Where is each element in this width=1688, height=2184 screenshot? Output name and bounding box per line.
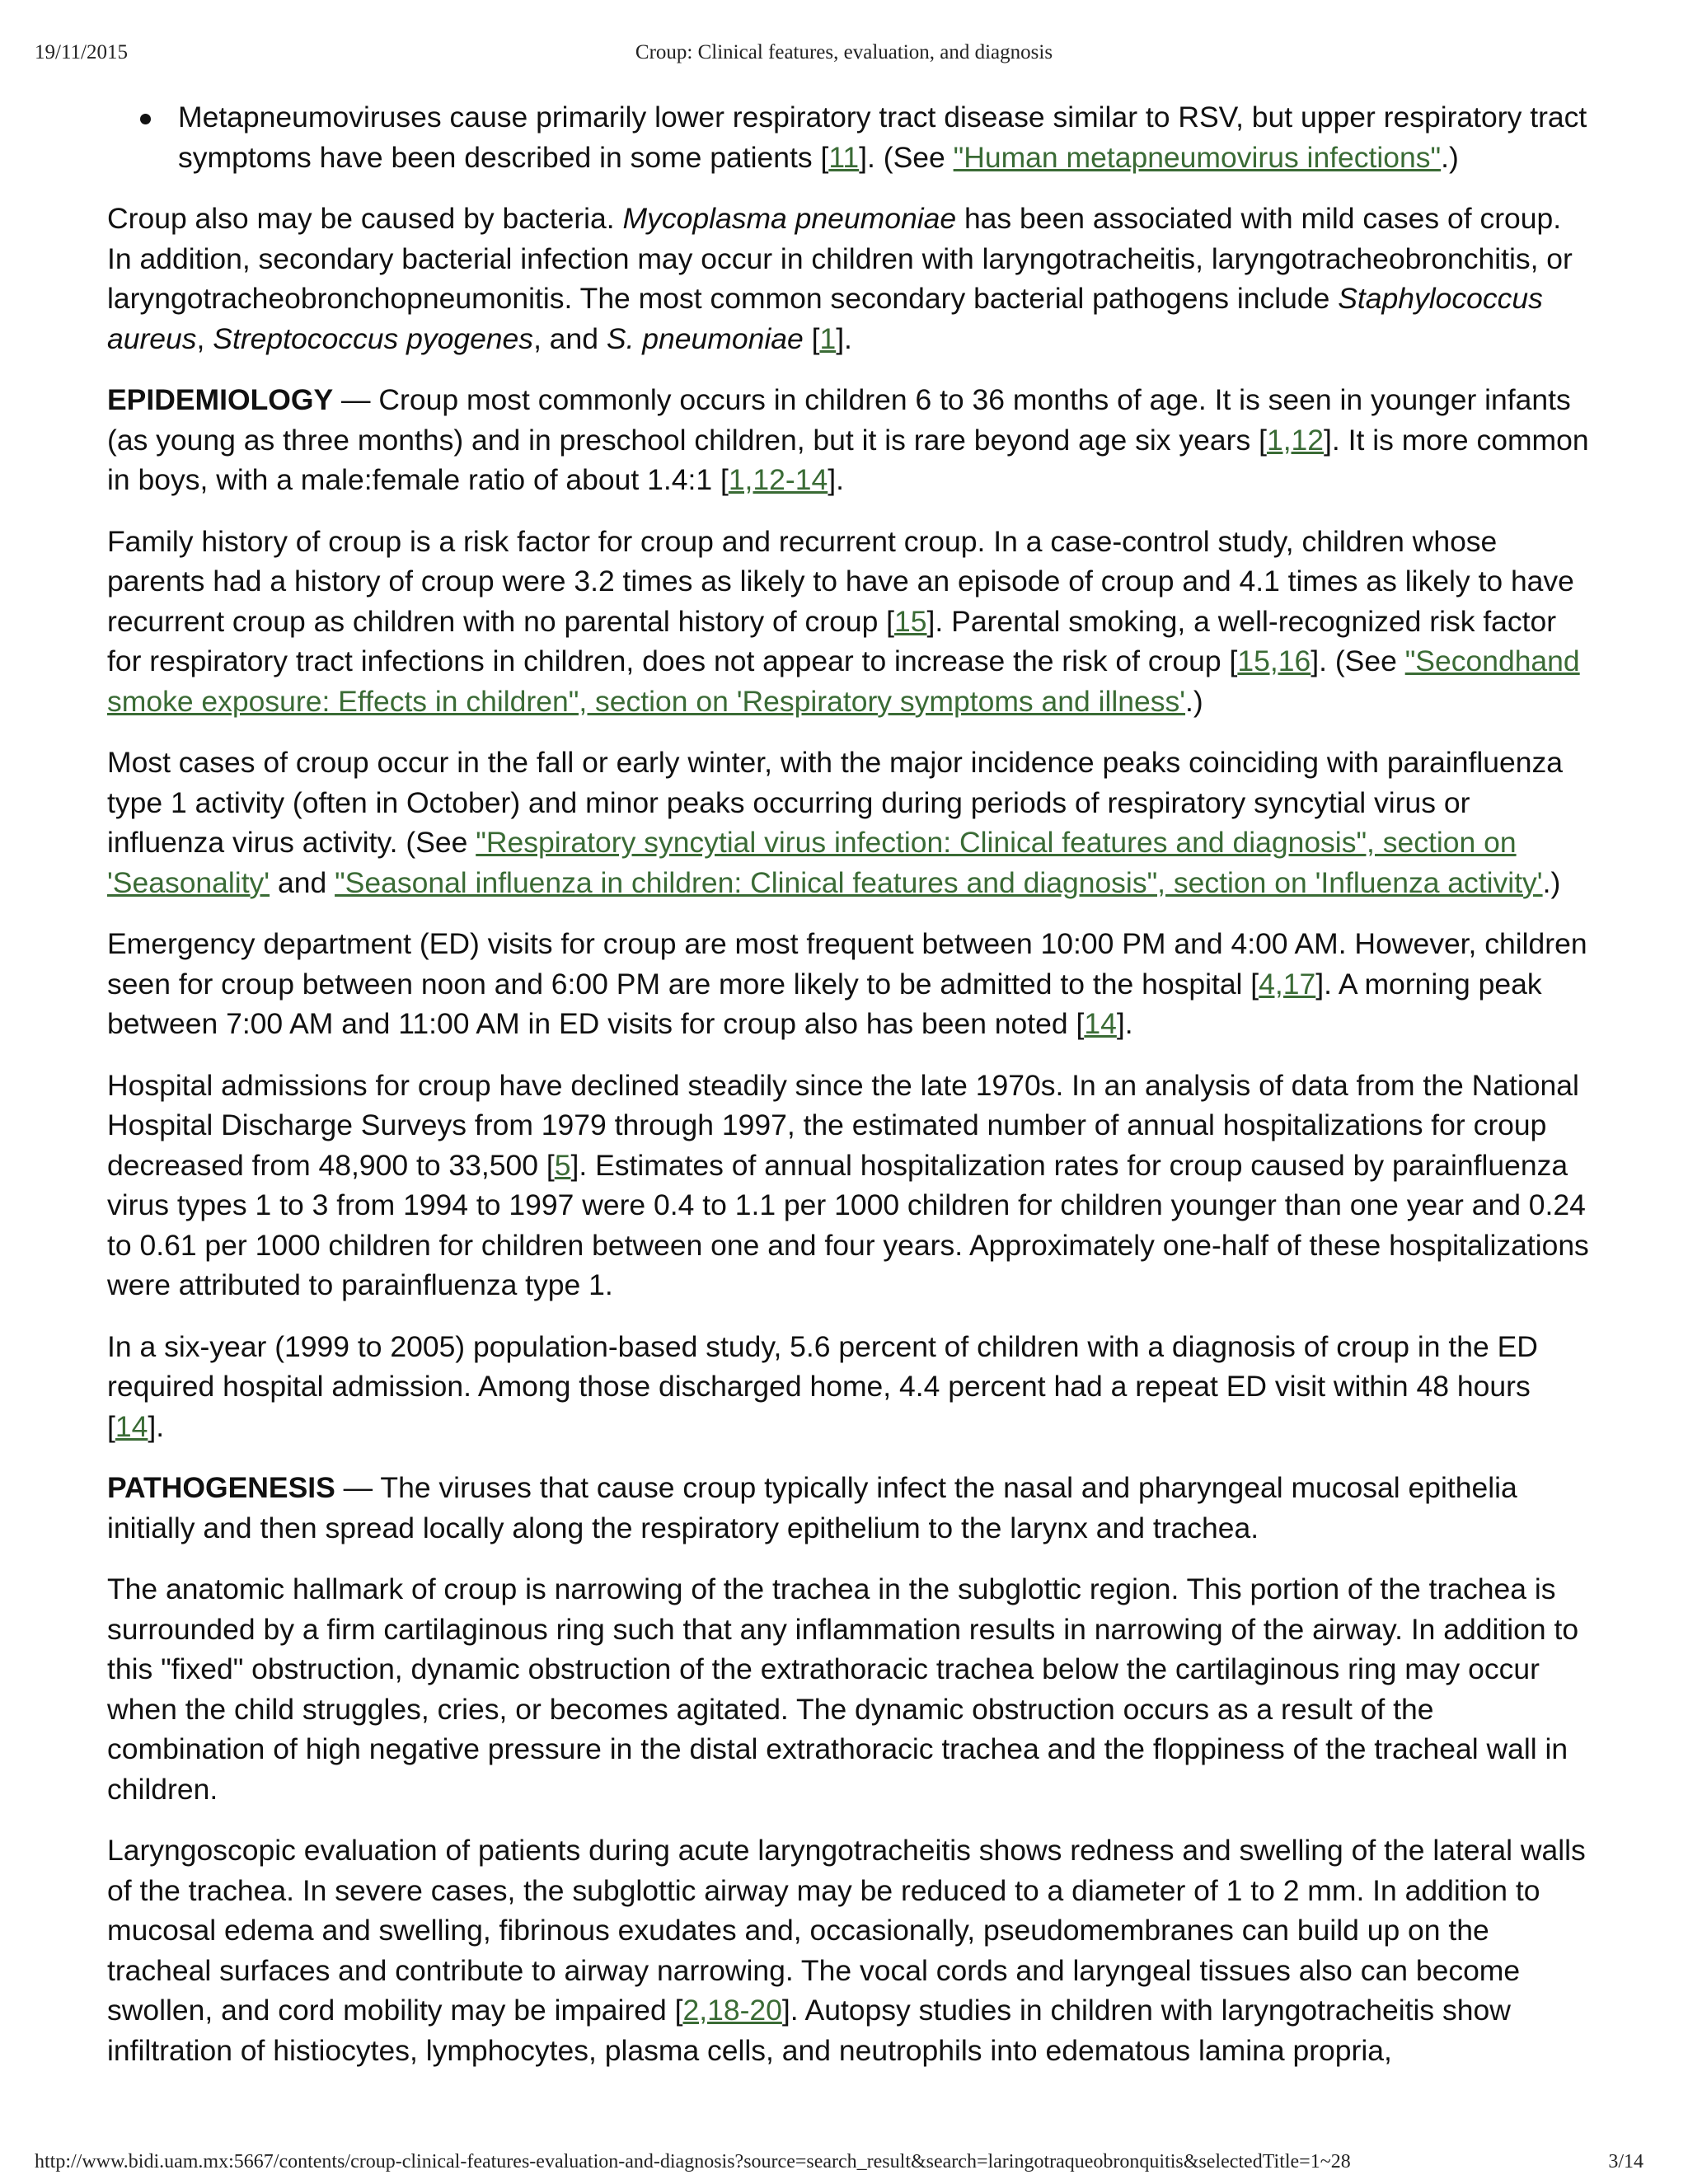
reference-link[interactable]: 15 (894, 604, 927, 638)
reference-link[interactable]: 15,16 (1237, 644, 1311, 677)
paragraph: In a six-year (1999 to 2005) population-based study, 5.6 percent of children with a diagnosis of croup in the ED required hospital admission. Among those discharged home, 4.4 percent had a repeat ED visit within 48 hours [14]. (107, 1329, 1538, 1443)
reference-link[interactable]: 14 (115, 1409, 148, 1443)
paragraph: EPIDEMIOLOGY — Croup most commonly occurs in children 6 to 36 months of age. It is seen in younger infants (as young as three months) and in preschool children, but it is rare beyond age six years [1,12]. It is more common in boys, with a male:female ratio of about 1.4:1 [1,12-14]. (107, 383, 1589, 496)
reference-link[interactable]: 5 (554, 1148, 571, 1182)
paragraph: The anatomic hallmark of croup is narrowing of the trachea in the subglottic region. This portion of the trachea is surrounded by a firm cartilaginous ring such that any inflammation results in narrowing of the airway. In addition to this "fixed" obstruction, dynamic obstruction of the extrathoracic trachea below the cartilaginous ring may occur when the child struggles, cries, or becomes agitated. The dynamic obstruction occurs as a result of the combination of high negative pressure in the distal extrathoracic trachea and the floppiness of the tracheal wall in children. (107, 1572, 1579, 1806)
bullet-icon (140, 114, 151, 124)
reference-link[interactable]: 1,12-14 (728, 463, 828, 496)
paragraph: Most cases of croup occur in the fall or early winter, with the major incidence peaks coinciding with parainfluenza type 1 activity (often in October) and minor peaks occurring during periods of respiratory syncytial virus or influenza virus activity. (See "Respiratory syncytial virus infection: Clinical features and diagnosis", section on 'Seasonality' and "Seasonal influenza in children: Clinical features and diagnosis", section on 'Influenza activity'.) (107, 746, 1564, 899)
topic-link[interactable]: "Secondhand smoke exposure: Effects in children", section on 'Respiratory symptoms and illness' (107, 644, 1580, 718)
reference-link[interactable]: 11 (828, 140, 860, 174)
section-heading: EPIDEMIOLOGY (107, 383, 334, 416)
reference-link[interactable]: 14 (1084, 1007, 1117, 1040)
topic-link[interactable]: "Respiratory syncytial virus infection: Clinical features and diagnosis", section on 'Seasonality' (107, 826, 1517, 899)
reference-link[interactable]: 2,18-20 (682, 1994, 782, 2027)
paragraph: Laryngoscopic evaluation of patients during acute laryngotracheitis shows redness and swelling of the lateral walls of the trachea. In severe cases, the subglottic airway may be reduced to a diameter of 1 to 2 mm. In addition to mucosal edema and swelling, fibrinous exudates and, occasionally, pseudomembranes can build up on the tracheal surfaces and contribute to airway narrowing. The vocal cords and laryngeal tissues also can become swollen, and cord mobility may be impaired [2,18-20]. Autopsy studies in children with laryngotracheitis show infiltration of histiocytes, lymphocytes, plasma cells, and neutrophils into edematous lamina propria, (107, 1834, 1586, 2067)
paragraph: Croup also may be caused by bacteria. Mycoplasma pneumoniae has been associated with mild cases of croup. In addition, secondary bacterial infection may occur in children with laryngotracheitis, laryngotracheobronchitis, or laryngotracheobronchopneumonitis. The most common secondary bacterial pathogens include Staphylococcus aureus, Streptococcus pyogenes, and S. pneumoniae [1]. (107, 202, 1573, 355)
paragraph: Hospital admissions for croup have declined steadily since the late 1970s. In an analysis of data from the National Hospital Discharge Surveys from 1979 through 1997, the estimated number of annual hospitalizations for croup decreased from 48,900 to 33,500 [5]. Estimates of annual hospitalization rates for croup caused by parainfluenza virus types 1 to 3 from 1994 to 1997 were 0.4 to 1.1 per 1000 children for children younger than one year and 0.24 to 0.61 per 1000 children for children between one and four years. Approximately one-half of these hospitalizations were attributed to parainfluenza type 1. (107, 1068, 1589, 1301)
reference-link[interactable]: 4,17 (1259, 967, 1316, 1001)
paragraph: Family history of croup is a risk factor for croup and recurrent croup. In a case-control study, children whose parents had a history of croup were 3.2 times as likely to have an episode of croup and 4.1 times as likely to have recurrent croup as children with no parental history of croup [15]. Parental smoking, a well-recognized risk factor for respiratory tract infections in children, does not appear to increase the risk of croup [15,16]. (See "Secondhand smoke exposure: Effects in children", section on 'Respiratory symptoms and illness'.) (107, 524, 1580, 718)
source-url: http://www.bidi.uam.mx:5667/contents/croup-clinical-features-evaluation-and-diagnosis?source=search_result&search=laringotraqueobronquitis&selectedTitle=1~28 (35, 2151, 1351, 2172)
reference-link[interactable]: 1,12 (1266, 423, 1325, 457)
topic-link[interactable]: "Seasonal influenza in children: Clinical features and diagnosis", section on 'Influenza activity' (335, 865, 1543, 899)
section-heading: PATHOGENESIS (107, 1471, 335, 1504)
page-number: 3/14 (1608, 2151, 1643, 2172)
reference-link[interactable]: 1 (819, 321, 837, 355)
topic-link[interactable]: "Human metapneumovirus infections" (953, 140, 1442, 174)
paragraph: PATHOGENESIS — The viruses that cause croup typically infect the nasal and pharyngeal mucosal epithelia initially and then spread locally along the respiratory epithelium to the larynx and trachea. (107, 1471, 1517, 1544)
list-item: Metapneumoviruses cause primarily lower respiratory tract disease similar to RSV, but upper respiratory tract symptoms have been described in some patients [11]. (See "Human metapneumovirus infections".) (107, 97, 1591, 177)
paragraph: Emergency department (ED) visits for croup are most frequent between 10:00 PM and 4:00 AM. However, children seen for croup between noon and 6:00 PM are more likely to be admitted to the hospital [4,17]. A morning peak between 7:00 AM and 11:00 AM in ED visits for croup also has been noted [14]. (107, 927, 1587, 1040)
print-date: 19/11/2015 (35, 41, 128, 63)
article-body (107, 97, 1591, 2092)
document-title: Croup: Clinical features, evaluation, and diagnosis (635, 41, 1053, 63)
